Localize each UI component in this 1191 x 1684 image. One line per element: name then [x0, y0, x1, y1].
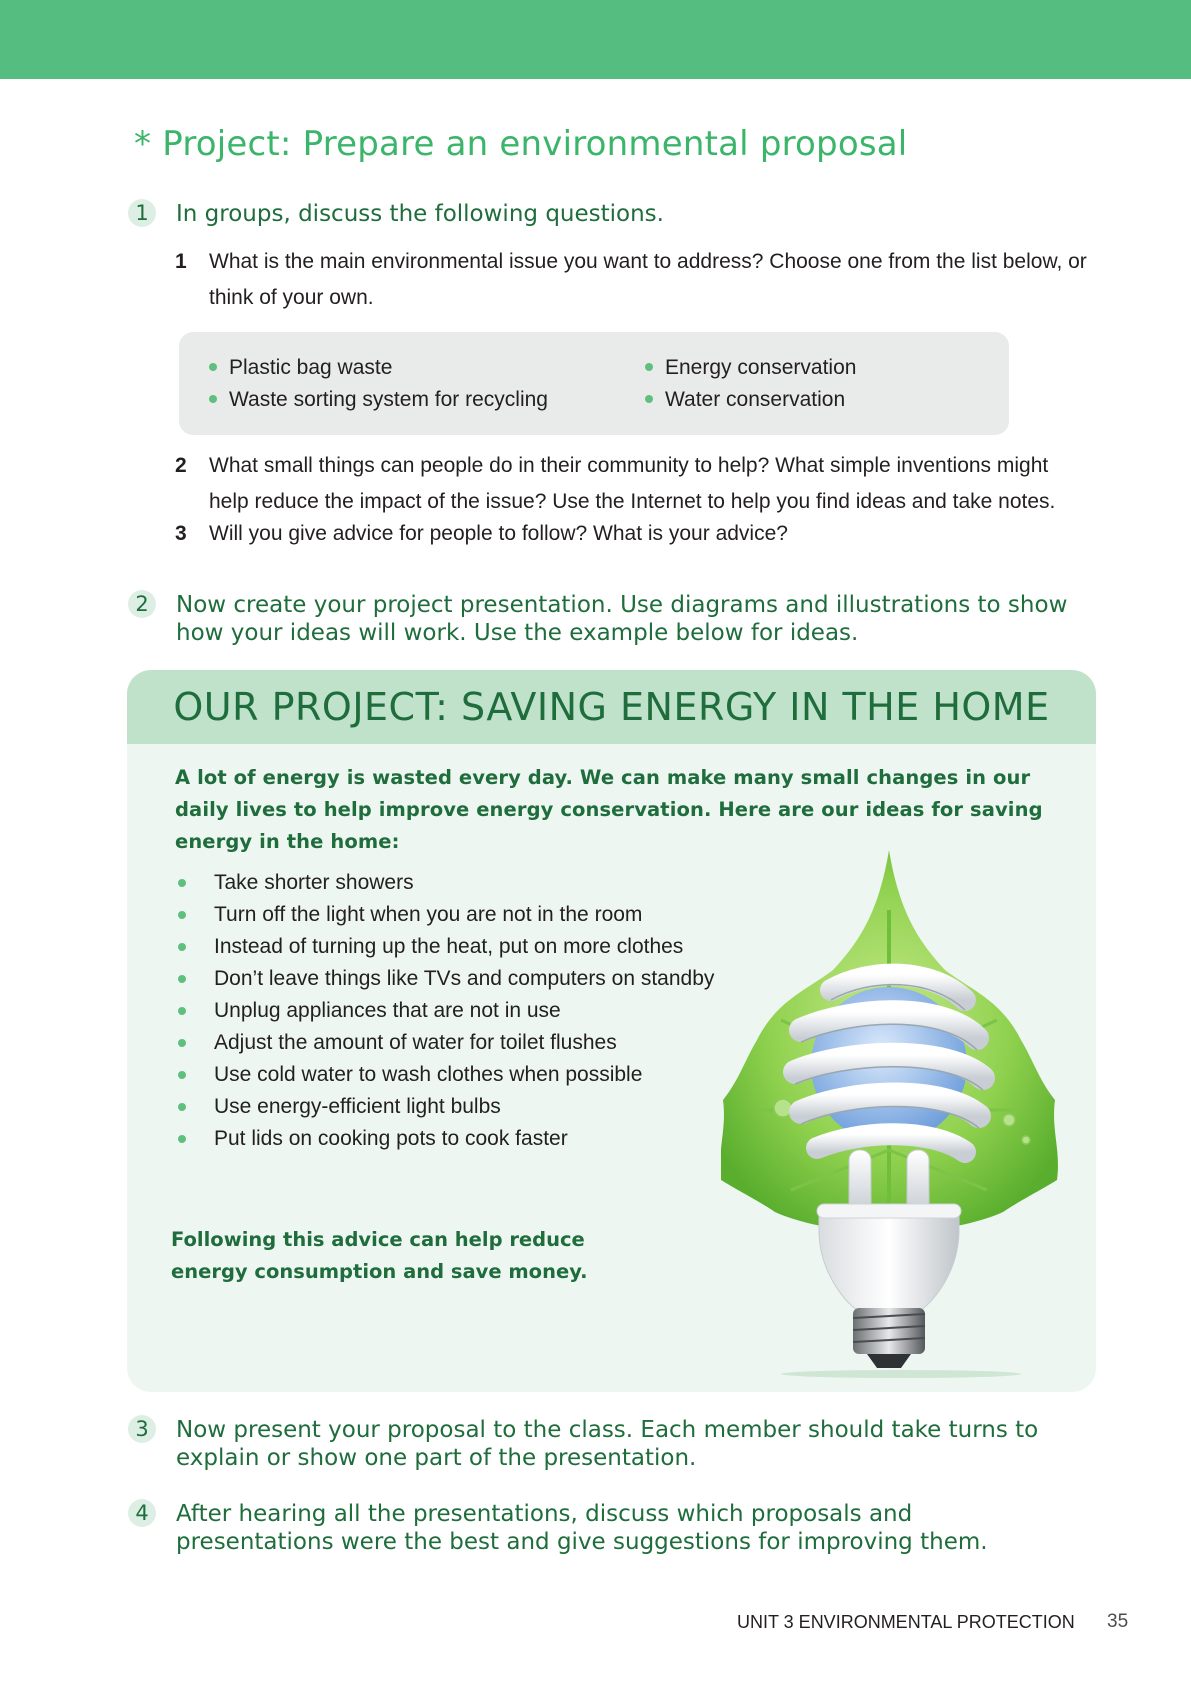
page-number: 35	[1107, 1611, 1129, 1632]
question-text: Will you give advice for people to follow? What is your advice?	[209, 522, 788, 545]
option-item	[209, 384, 548, 416]
option-label: Energy conservation	[665, 356, 857, 379]
list-item	[175, 867, 714, 899]
tip-text: Adjust the amount of water for toilet flushes	[214, 1031, 617, 1054]
list-item	[175, 931, 714, 963]
tip-text: Take shorter showers	[214, 871, 414, 894]
bullet-icon	[178, 975, 186, 983]
tip-text: Use cold water to wash clothes when possible	[214, 1063, 643, 1086]
bullet-icon	[178, 1103, 186, 1111]
footer-unit-label: UNIT 3 ENVIRONMENTAL PROTECTION	[737, 1612, 1075, 1632]
step-instruction: Now create your project presentation. Use diagrams and illustrations to show how your ideas will work. Use the example below for ideas.	[176, 592, 1068, 646]
bullet-icon	[178, 879, 186, 887]
energy-saving-bulb-leaf-icon	[721, 850, 1081, 1380]
tip-text: Put lids on cooking pots to cook faster	[214, 1127, 568, 1150]
option-item	[645, 352, 856, 384]
bullet-icon	[178, 911, 186, 919]
example-project-panel	[127, 670, 1096, 1392]
list-item	[175, 1123, 714, 1155]
header-band	[0, 0, 1191, 79]
question-number: 1	[175, 250, 187, 273]
option-label: Waste sorting system for recycling	[229, 388, 548, 411]
energy-tips-list	[175, 867, 714, 1155]
bullet-icon	[178, 1071, 186, 1079]
bullet-icon	[645, 395, 653, 403]
example-title: OUR PROJECT: SAVING ENERGY IN THE HOME	[173, 685, 1050, 729]
tip-text: Use energy-efficient light bulbs	[214, 1095, 501, 1118]
bullet-icon	[645, 363, 653, 371]
question-number: 2	[175, 454, 187, 477]
bullet-icon	[178, 1135, 186, 1143]
bullet-icon	[178, 943, 186, 951]
option-label: Water conservation	[665, 388, 846, 411]
section-title: * Project: Prepare an environmental proposal	[134, 124, 908, 164]
bullet-icon	[209, 395, 217, 403]
bullet-icon	[178, 1039, 186, 1047]
step-number: 3	[128, 1415, 156, 1443]
list-item	[175, 1091, 714, 1123]
question-number: 3	[175, 522, 187, 545]
option-item	[645, 384, 845, 416]
question-text: What small things can people do in their community to help? What simple inventions might help reduce the impact of the issue? Use the Internet to help you find ideas and take notes.	[209, 454, 1056, 513]
step-instruction: In groups, discuss the following questions.	[176, 201, 664, 227]
example-panel-header	[127, 670, 1096, 744]
step-number: 4	[128, 1499, 156, 1527]
tip-text: Don’t leave things like TVs and computers on standby	[214, 967, 715, 990]
step-number: 1	[128, 199, 156, 227]
example-conclusion: Following this advice can help reduce energy consumption and save money.	[171, 1228, 588, 1283]
tip-text: Turn off the light when you are not in the room	[214, 903, 643, 926]
option-label: Plastic bag waste	[229, 356, 393, 379]
list-item	[175, 963, 714, 995]
list-item	[175, 1059, 714, 1091]
question-text: What is the main environmental issue you want to address? Choose one from the list below, or think of your own.	[209, 250, 1087, 309]
tip-text: Unplug appliances that are not in use	[214, 999, 561, 1022]
step-instruction: Now present your proposal to the class. Each member should take turns to explain or show one part of the presentation.	[176, 1417, 1039, 1471]
list-item	[175, 995, 714, 1027]
option-item	[209, 352, 392, 384]
bullet-icon	[209, 363, 217, 371]
bullet-icon	[178, 1007, 186, 1015]
example-intro: A lot of energy is wasted every day. We can make many small changes in our daily lives to help improve energy conservation. Here are our ideas for saving energy in the home:	[175, 766, 1043, 853]
step-number: 2	[128, 590, 156, 618]
list-item	[175, 1027, 714, 1059]
tip-text: Instead of turning up the heat, put on more clothes	[214, 935, 684, 958]
list-item	[175, 899, 714, 931]
step-instruction: After hearing all the presentations, discuss which proposals and presentations were the best and give suggestions for improving them.	[176, 1501, 988, 1555]
issue-options-box	[179, 332, 1009, 435]
